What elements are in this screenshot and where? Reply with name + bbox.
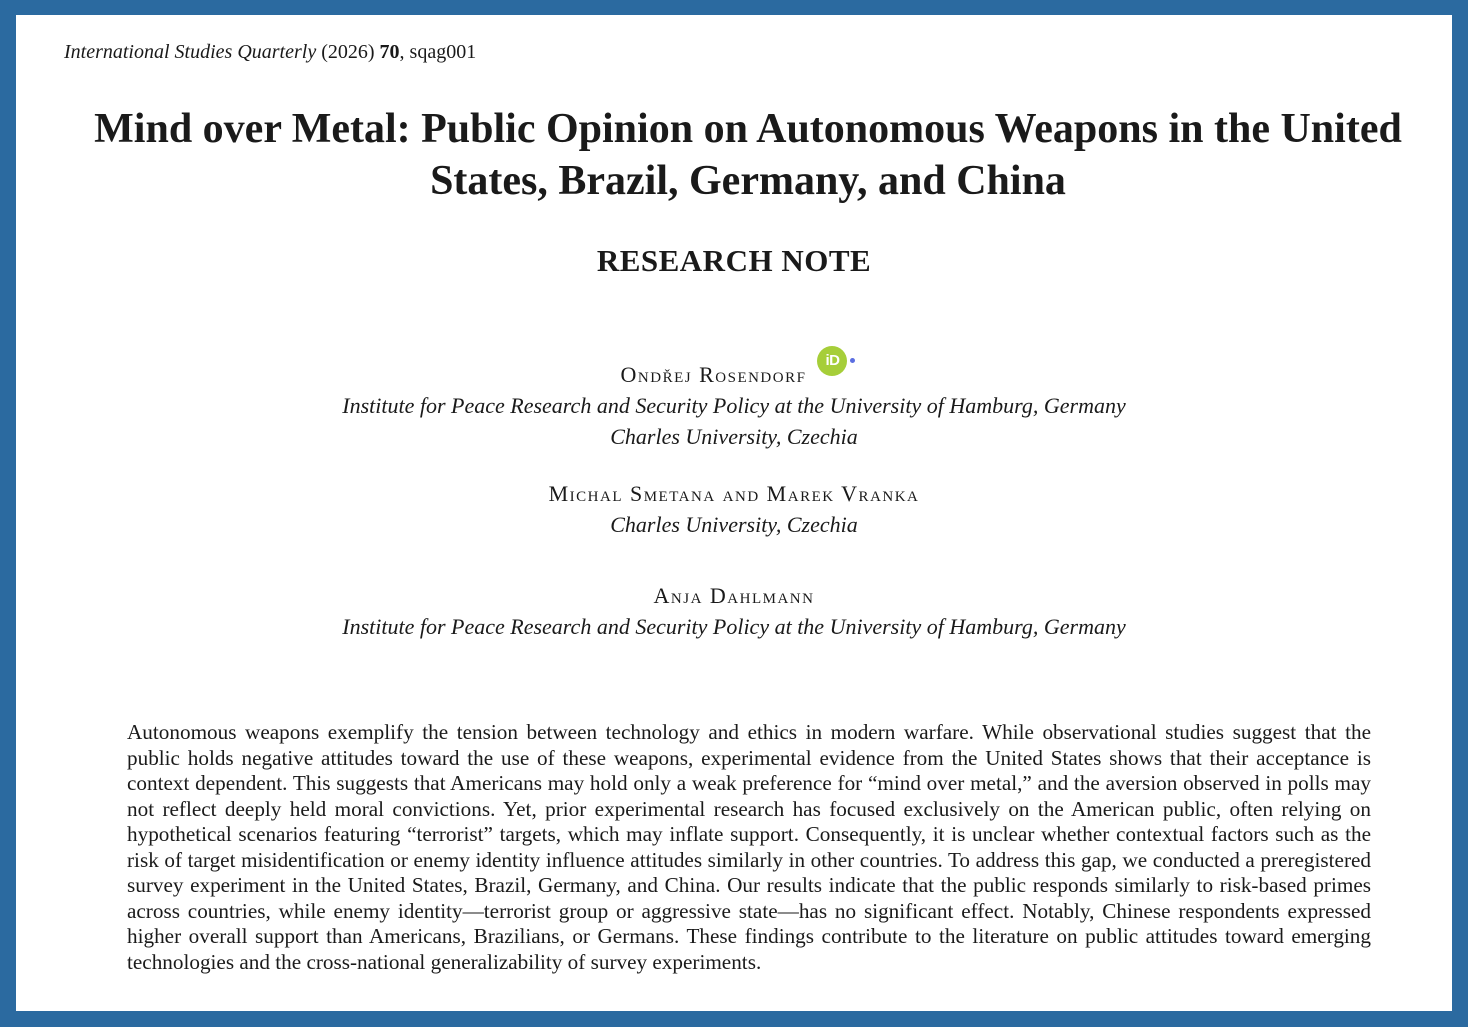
paper-page bbox=[16, 15, 1452, 1011]
article-type: RESEARCH NOTE bbox=[596, 243, 872, 278]
author-block-1 bbox=[16, 346, 1452, 452]
journal-citation bbox=[64, 41, 476, 64]
orcid-dot bbox=[850, 358, 855, 363]
author-block-2 bbox=[16, 479, 1452, 540]
author-name: Anja Dahlmann bbox=[653, 583, 815, 608]
author-affiliation: Institute for Peace Research and Security Policy at the University of Hamburg, Germany bbox=[342, 614, 1126, 639]
author-name: Michal Smetana and Marek Vranka bbox=[548, 481, 920, 506]
author-affiliation: Charles University, Czechia bbox=[610, 512, 858, 537]
article-id: , sqag001 bbox=[399, 41, 477, 63]
author-block-3 bbox=[16, 581, 1452, 642]
journal-volume: 70 bbox=[379, 41, 400, 63]
journal-year: (2026) bbox=[321, 41, 375, 63]
orcid-icon[interactable] bbox=[817, 346, 847, 376]
author-name-text: Ondřej Rosendorf bbox=[620, 362, 807, 387]
author-name bbox=[16, 346, 1452, 390]
orcid-label: iD bbox=[817, 346, 847, 376]
journal-name: International Studies Quarterly bbox=[64, 41, 317, 63]
abstract: Autonomous weapons exemplify the tension between technology and ethics in modern warfare. While observational studies suggest that the public holds negative attitudes toward the use of these weapons, experimental evidence from the United States shows that their acceptance is context dependent. This suggests that Americans may hold only a weak preference for “mind over metal,” and the aversion observed in polls may not reflect deeply held moral convictions. Yet, prior experimental research has focused exclusively on the American public, often relying on hypothetical scenarios featuring “terrorist” targets, which may inflate support. Consequently, it is unclear whether contextual factors such as the risk of target misidentification or enemy identity influence attitudes similarly in other countries. To address this gap, we conducted a preregistered survey experiment in the United States, Brazil, Germany, and China. Our results indicate that the public responds similarly to risk-based primes across countries, while enemy identity—terrorist group or aggressive state—has no significant effect. Notably, Chinese respondents expressed higher overall support than Americans, Brazilians, or Germans. These findings contribute to the literature on public attitudes toward emerging technologies and the cross-national generalizability of survey experiments. bbox=[127, 720, 1371, 974]
author-affiliation: Institute for Peace Research and Security Policy at the University of Hamburg, Germany bbox=[342, 393, 1126, 418]
paper-title: Mind over Metal: Public Opinion on Autonomous Weapons in the United States, Brazil, Germany, and China bbox=[94, 106, 1402, 204]
author-affiliation: Charles University, Czechia bbox=[610, 424, 858, 449]
